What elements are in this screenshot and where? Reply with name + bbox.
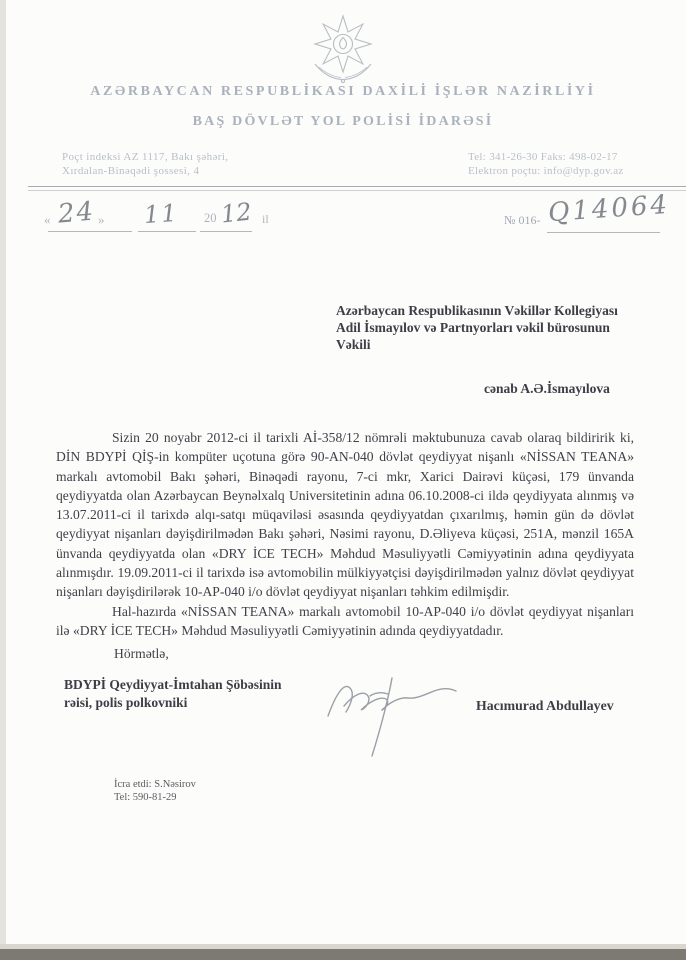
- date-underline-month: [138, 231, 196, 232]
- executor-name: İcra etdi: S.Nəsirov: [114, 779, 196, 790]
- printed-century: 20: [204, 211, 217, 225]
- sender-contact: [468, 150, 673, 178]
- body-paragraph-1: Sizin 20 noyabr 2012-ci il tarixli Aİ-358/12 nömrəli məktubunuza cavab olaraq bildiririk ki, DİN BDYPİ QİŞ-in kompüter uçotuna görə 90-AN-040 dövlət qeydiyyat nişanlı «NİSSAN TEANA» markalı avtomobil Bakı şəhəri, Binəqədi rayonu, 7-ci mkr, Xarici Dairəvi küçəsi, 179 ünvanda qeydiyyatda olan Azərbaycan Beynəlxalq Universitetinin adına 06.10.2008-ci ildə qeydiyyata alınmış və 13.07.2011-ci il tarixdə alqı-satqı müqaviləsi əsasında qeydiyyatdan çıxarılmış, həmin gün də dövlət qeydiyyat nişanları dəyişdirilmədən Bakı şəhəri, Nəsimi rayonu, D.Əliyeva küçəsi, 251A, mənzil 165A ünvanda qeydiyyatda olan «DRY İCE TECH» Məhdud Məsuliyyətli Cəmiyyətinin adına qeydiyyata alınmışdır. 19.09.2011-ci il tarixdə isə avtomobilin mülkiyyətçisi dəyişdirilmədən yalnız dövlət qeydiyyat nişanları dəyişdirilərək 10-AP-040 i/o dövlət qeydiyyat nişanları təhkim edilmişdir.: [56, 430, 634, 600]
- document-number-prefix: № 016-: [504, 213, 541, 227]
- department-title: BAŞ DÖVLƏT YOL POLİSİ İDARƏSİ: [192, 114, 494, 129]
- sender-address-line1: Poçt indeksi AZ 1117, Bakı şəhəri,: [62, 151, 229, 163]
- scan-edge-bottom-dark: [0, 949, 686, 960]
- date-open-quote: «: [44, 212, 51, 227]
- ministry-title: AZƏRBAYCAN RESPUBLİKASI DAXİLİ İŞLƏR NAZİRLİYİ: [90, 84, 596, 99]
- recipient-block: [336, 302, 666, 353]
- executor-phone: Tel: 590-81-29: [114, 792, 177, 803]
- signature-mark: [322, 664, 492, 759]
- handwritten-month: 11: [143, 198, 180, 230]
- date-underline-day: [48, 231, 132, 232]
- recipient-line1: Azərbaycan Respublikasının Vəkillər Kollegiyası: [336, 303, 618, 318]
- executor-block: [114, 778, 196, 804]
- signer-name: Hacımurad Abdullayev: [476, 698, 614, 713]
- letterhead-divider: [28, 186, 686, 191]
- scan-edge-left: [0, 0, 6, 960]
- handwritten-year: 12: [219, 197, 253, 229]
- printed-year-suffix: il: [262, 212, 269, 226]
- handwritten-day: 24: [56, 196, 97, 230]
- date-close-quote: »: [98, 212, 105, 227]
- letter-body: [56, 428, 634, 640]
- handwritten-document-number: Q14064: [547, 189, 671, 229]
- azerbaijan-emblem-icon: [302, 14, 384, 86]
- signer-title-line1: BDYPİ Qeydiyyat-İmtahan Şöbəsinin: [64, 677, 282, 692]
- recipient-line2: Adil İsmayılov və Partnyorları vəkil bürosunun: [336, 320, 610, 335]
- sender-email: Elektron poçtu: info@dyp.gov.az: [468, 165, 624, 177]
- date-underline-year: [200, 231, 252, 232]
- signer-title-line2: rəisi, polis polkovniki: [64, 695, 188, 710]
- body-paragraph-2: Hal-hazırda «NİSSAN TEANA» markalı avtomobil 10-AP-040 i/o dövlət qeydiyyat nişanları ilə «DRY İCE TECH» Məhdud Məsuliyyətli Cəmiyyətinin adında qeydiyyatdadır.: [56, 603, 634, 638]
- signer-title: [64, 676, 282, 712]
- sender-address-line2: Xırdalan-Binəqədi şossesi, 4: [62, 165, 200, 177]
- closing-phrase: Hörmətlə,: [114, 646, 169, 661]
- sender-phone: Tel: 341-26-30 Faks: 498-02-17: [468, 151, 618, 163]
- recipient-line3: Vəkili: [336, 337, 371, 352]
- document-number-underline: [547, 232, 660, 233]
- recipient-salutation: cənab A.Ə.İsmayılova: [484, 381, 610, 396]
- sender-address: [62, 150, 228, 178]
